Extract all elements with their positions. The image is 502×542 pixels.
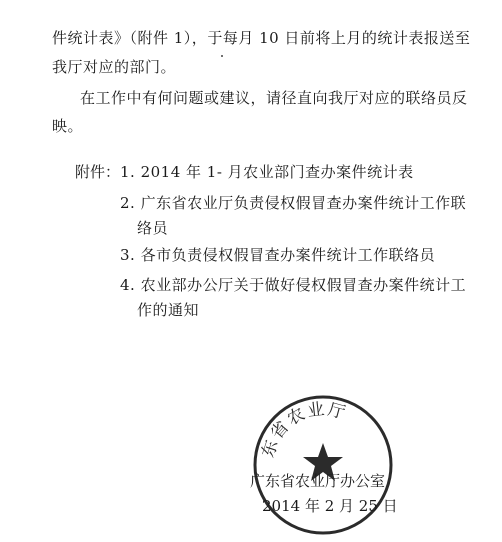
body-line-1: 件统计表》（附件 1），于每月 10 日前将上月的统计表报送至 [52, 29, 471, 47]
signature-org: 广东省农业厅办公室 [250, 472, 386, 490]
ink-dot [221, 55, 223, 57]
body-line-2: 我厅对应的部门。 [52, 58, 177, 76]
body-line-4: 映。 [52, 117, 84, 135]
signature-date: 2014 年 2 月 25 日 [262, 497, 398, 515]
seal-svg [251, 393, 395, 537]
body-line-3: 在工作中有何问题或建议，请径直向我厅对应的联络员反 [80, 89, 468, 107]
attachment-item-2-cont: 络员 [137, 219, 169, 237]
svg-text:东省农业厅: 东省农业厅 [258, 399, 350, 461]
attachment-item-4: 4. 农业部办公厅关于做好侵权假冒查办案件统计工 [120, 276, 467, 294]
attachment-item-4-cont: 作的通知 [137, 301, 200, 319]
attachment-item-1: 1. 2014 年 1- 月农业部门查办案件统计表 [120, 163, 414, 181]
attachment-item-2: 2. 广东省农业厅负责侵权假冒查办案件统计工作联 [120, 194, 467, 212]
attachments-label: 附件： [75, 163, 121, 181]
attachment-item-3: 3. 各市负责侵权假冒查办案件统计工作联络员 [120, 246, 436, 264]
official-seal [251, 393, 395, 537]
